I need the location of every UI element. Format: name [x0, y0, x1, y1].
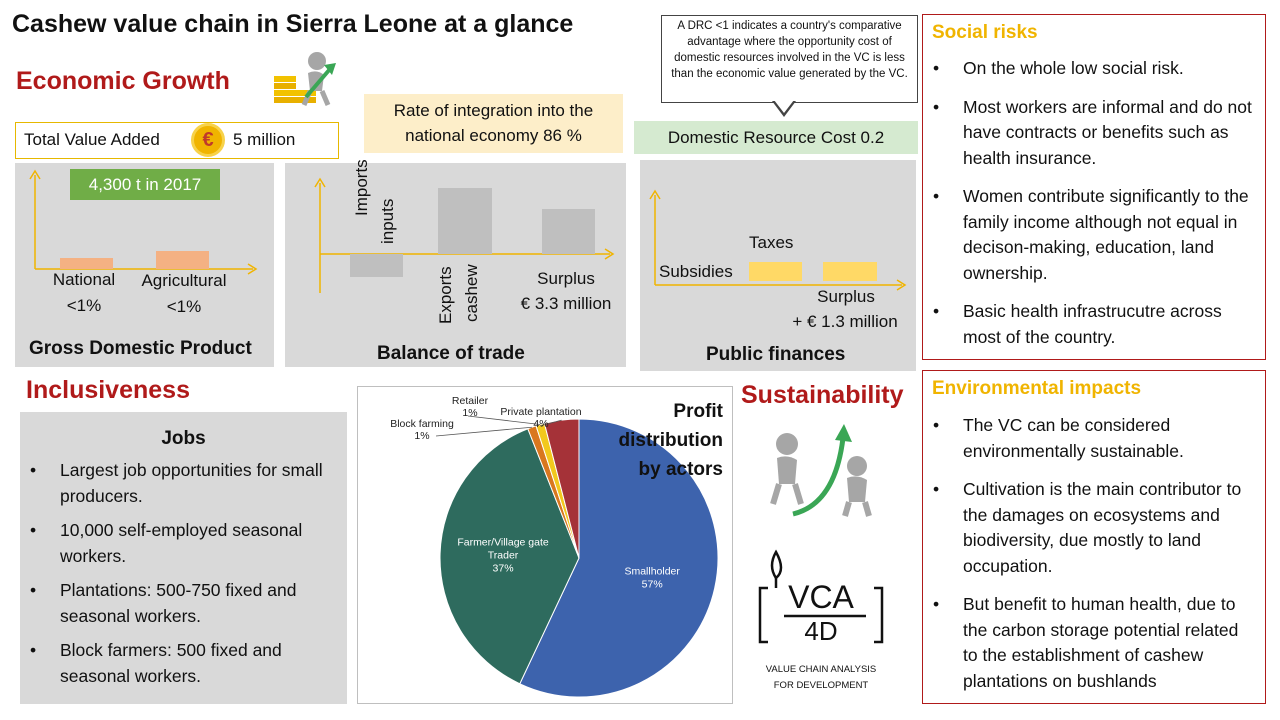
sustainability-people-icon [765, 418, 880, 518]
inputs-label: inputs [378, 198, 397, 244]
profit-chart-title: Profit distribution by actors [618, 401, 723, 480]
gdp-national-value: <1% [66, 296, 102, 315]
list-item: • Women contribute significantly to the family income although not equal in decison-making, education, land ownership. [923, 184, 1255, 286]
sustainability-heading: Sustainability [741, 381, 904, 409]
vca4d-logo [756, 540, 886, 695]
finance-surplus-label: Surplus [817, 287, 875, 306]
imports-label: Imports [352, 159, 371, 216]
social-risks-box [922, 14, 1266, 360]
slice-label: Farmer/Village gate [457, 536, 549, 549]
economic-growth-heading: Economic Growth [16, 67, 230, 95]
slice-label: Trader [487, 549, 519, 562]
jobs-panel [20, 412, 347, 704]
trade-bar-imports [350, 254, 403, 277]
page-title: Cashew value chain in Sierra Leone at a glance [12, 10, 574, 38]
svg-text:4D: 4D [804, 616, 838, 646]
finance-surplus-value: + € 1.3 million [792, 312, 898, 331]
slice-label: Private plantation [500, 406, 582, 418]
slice-label: Smallholder [624, 565, 680, 578]
finance-title: Public finances [706, 344, 846, 365]
list-item: • Block farmers: 500 fixed and seasonal workers. [20, 638, 333, 689]
subsidies-label: Subsidies [659, 262, 733, 281]
svg-text:FOR DEVELOPMENT: FOR DEVELOPMENT [773, 680, 869, 691]
gdp-bar-national [60, 258, 113, 269]
environmental-heading: Environmental impacts [932, 378, 1142, 399]
slice-value: 1% [462, 407, 478, 419]
finance-bar-taxes [749, 262, 802, 281]
list-item: • Plantations: 500-750 fixed and seasonal workers. [20, 578, 333, 629]
slice-value: 1% [414, 430, 430, 442]
list-item: • The VC can be considered environmentally sustainable. [923, 413, 1257, 464]
gdp-agricultural-value: <1% [166, 297, 202, 316]
gdp-badge: 4,300 t in 2017 [70, 169, 220, 200]
drc-callout: A DRC <1 indicates a country's comparative advantage where the opportunity cost of domestic resources involved in the VC is less than the economic value generated by the VC. [661, 15, 918, 103]
tva-value: 5 million [233, 130, 296, 149]
slice-value: 37% [492, 562, 514, 575]
cashew-label: cashew [462, 264, 481, 322]
list-item: • But benefit to human health, due to the carbon storage potential related to the establishment of cashew plantations on bushlands [923, 592, 1257, 694]
inclusiveness-heading: Inclusiveness [26, 376, 190, 404]
list-item: • On the whole low social risk. [923, 56, 1255, 82]
list-item: • Largest job opportunities for small producers. [20, 458, 333, 509]
social-risks-list [923, 56, 1265, 350]
jobs-title: Jobs [161, 428, 206, 449]
list-item: • Most workers are informal and do not have contracts or benefits such as health insurance. [923, 95, 1255, 172]
gdp-title: Gross Domestic Product [29, 338, 252, 359]
svg-text:VCA: VCA [788, 579, 854, 615]
gdp-national-label: National [52, 270, 116, 289]
trade-surplus-value: € 3.3 million [520, 294, 612, 313]
taxes-label: Taxes [749, 233, 794, 252]
euro-coin-icon: € [191, 123, 225, 157]
exports-label: Exports [436, 266, 455, 324]
environmental-box [922, 370, 1266, 704]
finance-bar-subsidies [823, 262, 877, 281]
environmental-list [923, 413, 1265, 694]
list-item: • Basic health infrastrucutre across most of the country. [923, 299, 1255, 350]
list-item: • 10,000 self-employed seasonal workers. [20, 518, 333, 569]
slice-label: Block farming [390, 418, 454, 430]
trade-bar-surplus [542, 209, 595, 254]
tva-label: Total Value Added [24, 130, 160, 149]
slice-value: 4% [533, 418, 549, 430]
growth-person-icon [270, 47, 342, 113]
gdp-bar-agricultural [156, 251, 209, 269]
integration-box: Rate of integration into the national economy 86 % [364, 94, 623, 153]
slice-value: 57% [641, 578, 663, 591]
gdp-agricultural-label: Agricultural [141, 271, 227, 290]
drc-box: Domestic Resource Cost 0.2 [634, 121, 918, 154]
social-risks-heading: Social risks [932, 22, 1038, 43]
list-item: • Cultivation is the main contributor to the damages on ecosystems and biodiversity, due mostly to land occupation. [923, 477, 1257, 579]
svg-text:VALUE CHAIN ANALYSIS: VALUE CHAIN ANALYSIS [765, 664, 877, 675]
trade-bar-exports [438, 188, 492, 254]
slice-label: Retailer [451, 395, 489, 407]
trade-title: Balance of trade [377, 343, 525, 364]
jobs-list [20, 458, 347, 689]
trade-surplus-label: Surplus [537, 269, 595, 288]
